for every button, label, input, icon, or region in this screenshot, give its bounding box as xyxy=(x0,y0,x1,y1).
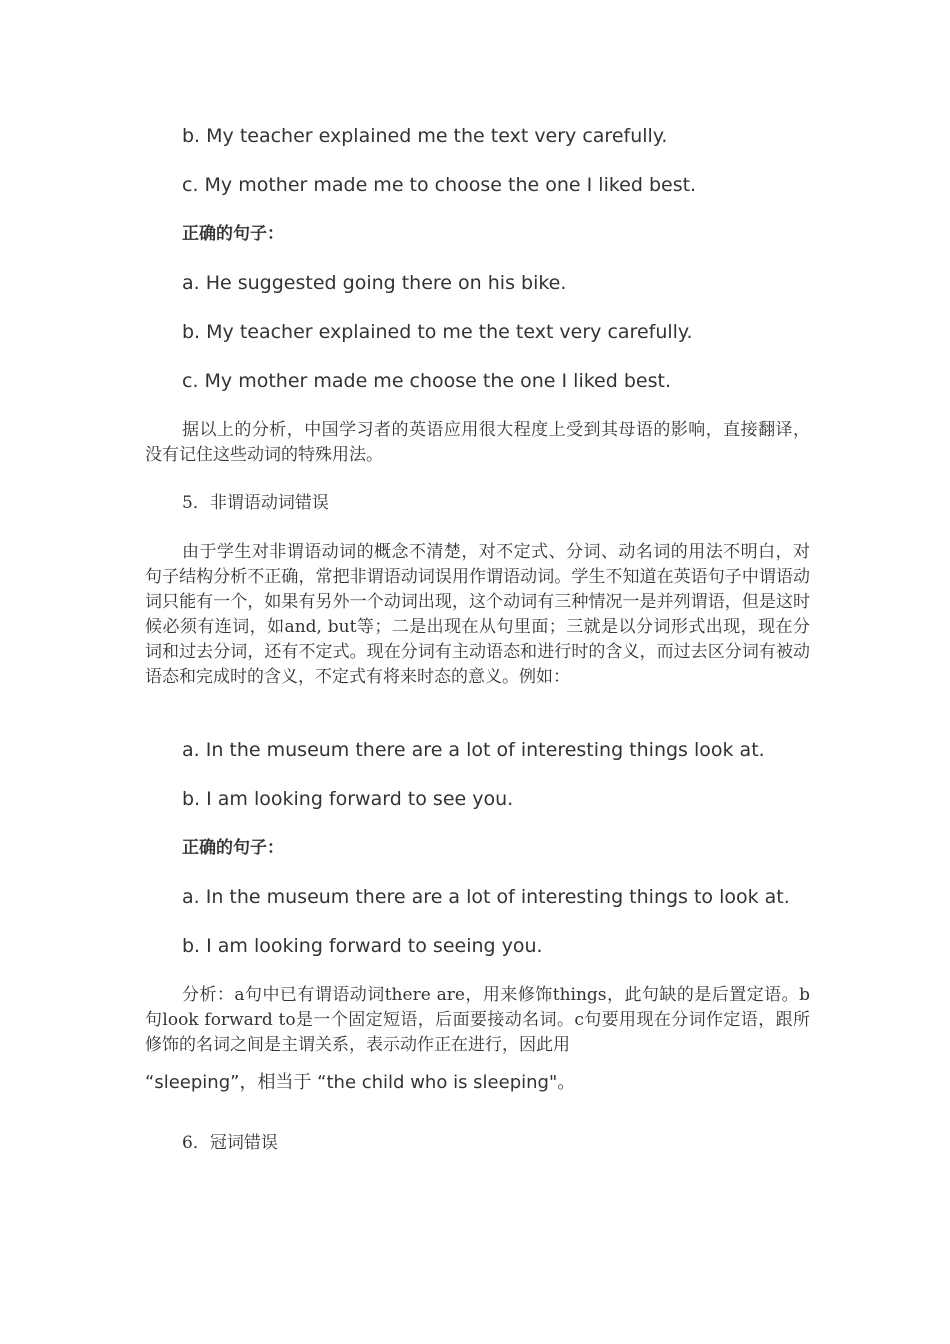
example-correct-a: a. He suggested going there on his bike. xyxy=(182,272,567,294)
nonfinite-verb-paragraph: 由于学生对非谓语动词的概念不清楚，对不定式、分词、动名词的用法不明白，对句子结构分析不正确，常把非谓语动词误用作谓语动词。学生不知道在英语句子中谓语动词只能有一个，如果有另外一个动词出现，这个动词有三种情况一是并列谓语，但是这时候必须有连词，如and, but等；二是出现在从句里面；三就是以分词形式出现，现在分词和过去分词，还有不定式。现在分词有主动语态和进行时的含义，而过去区分词有被动语态和完成时的含义，不定式有将来时态的意义。例如： xyxy=(145,542,810,687)
correct-sentences-label: 正确的句子： xyxy=(182,224,284,244)
analysis-paragraph: 据以上的分析，中国学习者的英语应用很大程度上受到其母语的影响，直接翻译，没有记住这些动词的特殊用法。 xyxy=(145,420,810,465)
section-heading-5: 5．非谓语动词错误 xyxy=(182,493,329,513)
example-wrong-b: b. My teacher explained me the text very carefully. xyxy=(182,125,668,147)
example-wrong-a2: a. In the museum there are a lot of interesting things look at. xyxy=(182,739,765,761)
correct-sentences-label-2: 正确的句子： xyxy=(182,838,284,858)
section-heading-6: 6．冠词错误 xyxy=(182,1133,278,1153)
example-correct-c: c. My mother made me choose the one I liked best. xyxy=(182,370,671,392)
example-wrong-c: c. My mother made me to choose the one I liked best. xyxy=(182,174,697,196)
example-correct-b2: b. I am looking forward to seeing you. xyxy=(182,935,543,957)
example-wrong-b2: b. I am looking forward to see you. xyxy=(182,788,514,810)
quote-line: “sleeping”，相当于 “the child who is sleeping"。 xyxy=(145,1072,576,1093)
example-correct-b: b. My teacher explained to me the text very carefully. xyxy=(182,321,693,343)
example-correct-a2: a. In the museum there are a lot of interesting things to look at. xyxy=(182,886,790,908)
analysis-paragraph-2: 分析：a句中已有谓语动词there are，用来修饰things，此句缺的是后置定语。b句look forward to是一个固定短语，后面要接动名词。c句要用现在分词作定语，跟所修饰的名词之间是主谓关系，表示动作正在进行，因此用 xyxy=(145,985,810,1055)
